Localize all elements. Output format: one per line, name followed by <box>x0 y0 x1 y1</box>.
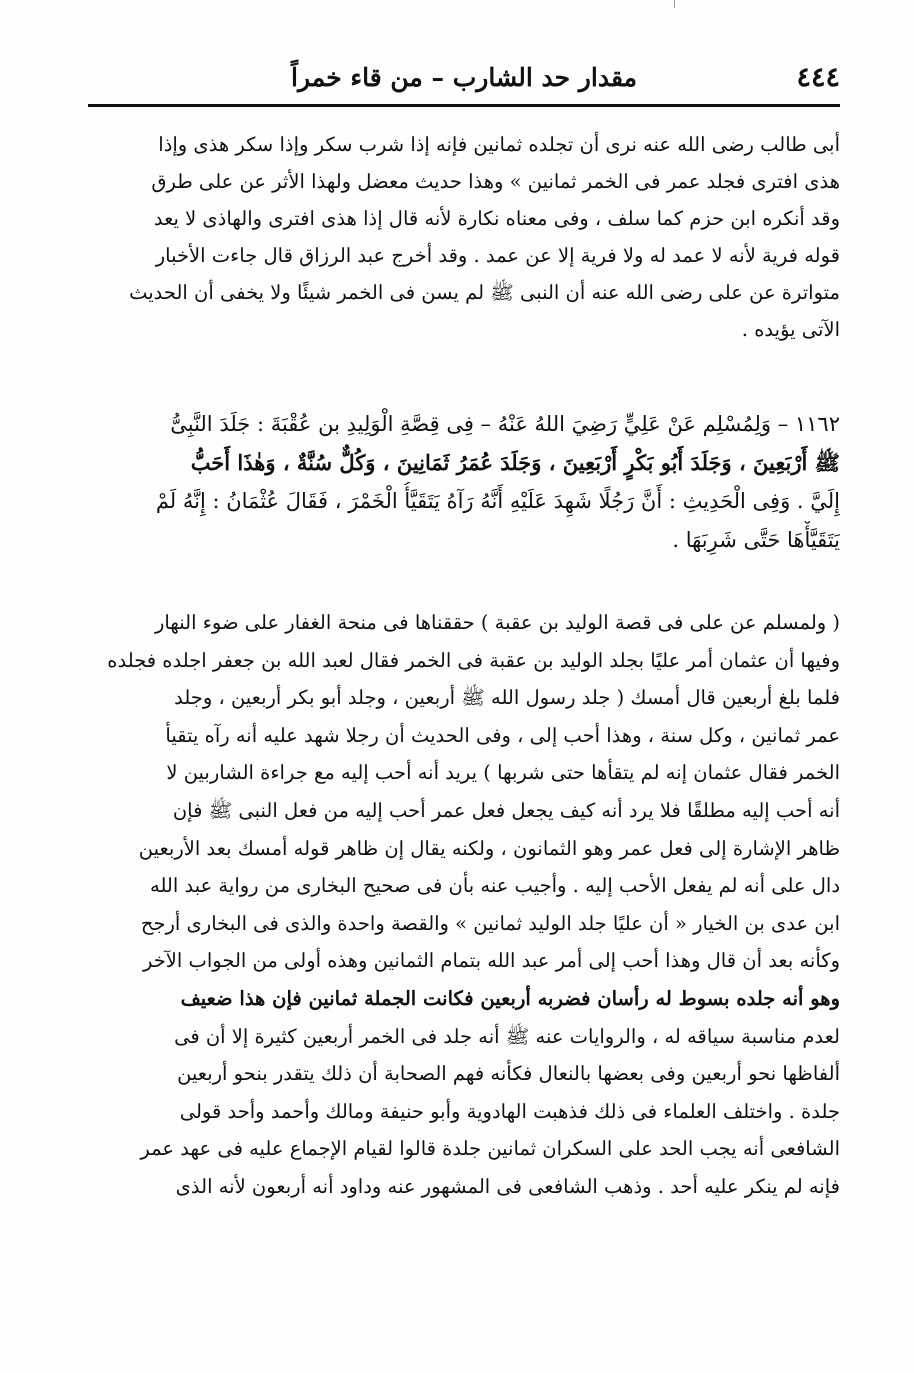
scan-mark <box>674 0 675 8</box>
commentary-paragraph-1 <box>74 126 840 348</box>
text-line: متواترة عن على رضى الله عنه أن النبى ﷺ لم يسن فى الخمر شيئًا ولا يخفى أن الحديث <box>129 281 840 304</box>
running-title: مقدار حد الشارب – من قاء خمراً <box>291 63 637 92</box>
text-line: وقد أنكره ابن حزم كما سلف ، وفى معناه نكارة لأنه قال إذا هذى افترى والهاذى لا يعد <box>153 207 840 230</box>
text-line: ( ولمسلم عن على فى قصة الوليد بن عقبة ) حققناها فى منحة الغفار على ضوء النهار <box>154 611 840 634</box>
text-line: وهو أنه جلده بسوط له رأسان فضربه أربعين فكانت الجملة ثمانين فإن هذا ضعيف <box>180 986 840 1010</box>
text-line: جلدة . واختلف العلماء فى ذلك فذهبت الهادوية وأبو حنيفة ومالك وأحمد وأحد قولى <box>179 1099 840 1123</box>
text-line: الخمر فقال عثمان إنه لم يتقأها حتى شربها ) يريد أنه أحب إليه مع جراءة الشاربين لا <box>166 761 840 785</box>
text-line: فلما بلغ أربعين قال أمسك ( جلد رسول الله ﷺ أربعين ، وجلد أبو بكر أربعين ، وجلد <box>174 686 840 710</box>
text-line: قوله فرية لأنه لا عمد له ولا فرية إلا عن عمد . وقد أخرج عبد الرزاق قال جاءت الأخبار <box>155 244 840 267</box>
text-line: لعدم مناسبة سياقه له ، والروايات عنه ﷺ أنه جلد فى الخمر أربعين كثيرة إلا أن فى <box>174 1024 840 1048</box>
text-line: الشافعى أنه يجب الحد على السكران ثمانين جلدة قالوا لقيام الإجماع عليه فى عهد عمر <box>140 1137 840 1161</box>
text-line: ظاهر الإشارة إلى فعل عمر وهو الثمانون ، ولكنه يقال إن ظاهر قوله أمسك بعد الأربعين <box>138 836 840 860</box>
header-divider <box>88 104 840 107</box>
hadith-line: إِلَيَّ . وَفِى الْحَدِيثِ : أَنَّ رَجُلًا شَهِدَ عَلَيْهِ أَنَّهُ رَآهُ يَتَقَيَّأُ الْخَمْرَ ، فَقَالَ عُثْمَانُ : إِنَّهُ لَمْ <box>155 489 840 513</box>
page-header <box>88 58 840 104</box>
text-line: ابن عدى بن الخيار « أن عليًا جلد الوليد ثمانين » والقصة واحدة والذى فى البخارى أرجح <box>140 911 840 935</box>
hadith-line: يَتَقَيَّأْهَا حَتَّى شَرِبَهَا . <box>672 527 840 552</box>
text-line: وفيها أن عثمان أمر عليًا بجلد الوليد بن عقبة فى الخمر فقال لعبد الله بن جعفر اجلده فجلده <box>107 648 840 672</box>
page-number: ٤٤٤ <box>796 62 840 93</box>
text-line: دال على أنه لم يفعل الأحب إليه . وأجيب عنه بأن فى صحيح البخارى من رواية عبد الله <box>150 874 840 898</box>
hadith-line <box>74 405 840 444</box>
text-line: ألفاظها نحو أربعين وفى بعضها بالنعال فكأنه فهم الصحابة أن ذلك يتقدر بنحو أربعين <box>177 1062 840 1086</box>
commentary-paragraph-2 <box>74 604 840 1206</box>
text-line: الآتى يؤيده . <box>741 318 840 341</box>
text-line: هذى افترى فجلد عمر فى الخمر ثمانين » وهذا حديث معضل ولهذا الأثر عن على طرق <box>151 170 840 193</box>
text-line: أبى طالب رضى الله عنه نرى أن تجلده ثمانين فإنه إذا شرب سكر وإذا سكر هذى وإذا <box>158 133 840 156</box>
text-line: فإنه لم ينكر عليه أحد . وذهب الشافعى فى المشهور عنه وداود أنه أربعون لأنه الذى <box>175 1174 840 1198</box>
hadith-line-text: وَلِمُسْلِم عَنْ عَلِيٍّ رَضِيَ اللهُ عَنْهُ – فِى قِصَّةِ الْوَلِيدِ بن عُقْبَةَ : جَلَدَ النَّبِىُّ <box>170 412 771 436</box>
text-line: عمر ثمانين ، وكل سنة ، وهذا أحب إلى ، وفى الحديث أن رجلا شهد عليه أنه رآه يتقيأ <box>165 723 840 747</box>
hadith-number: ١١٦٢ – <box>777 412 840 436</box>
text-line: وكأنه بعد أن قال وهذا أحب إلى أمر عبد الله بتمام الثمانين وهذه أولى من الجواب الآخر <box>142 949 840 973</box>
text-line: أنه أحب إليه مطلقًا فلا يرد أنه كيف يجعل فعل عمر أحب إليه من فعل النبى ﷺ فإن <box>172 798 840 822</box>
hadith-text <box>74 405 840 559</box>
hadith-line: ﷺ أَرْبَعِينَ ، وَجَلَدَ أَبُو بَكْرٍ أَرْبَعِينَ ، وَجَلَدَ عُمَرُ ثَمَانِينَ ، وَكُلٌّ سُنَّةٌ ، وَهٰذَا أَحَبُّ <box>190 449 840 475</box>
